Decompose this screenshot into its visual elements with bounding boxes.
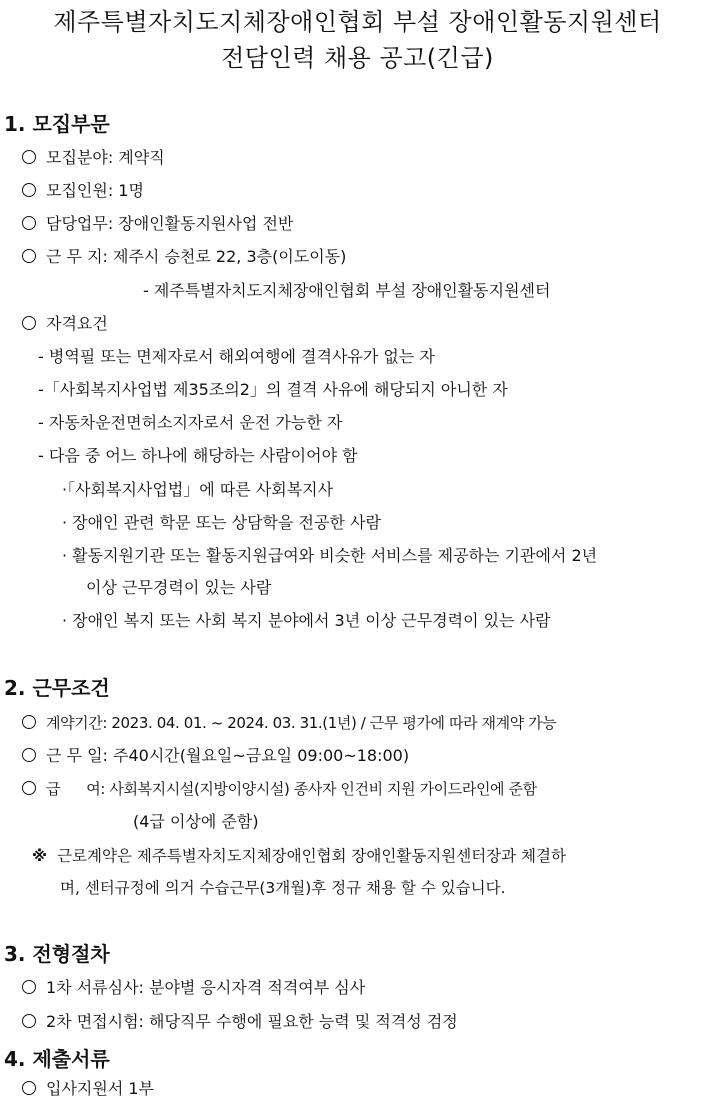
section-heading-conditions: 2. 근무조건 xyxy=(4,676,110,700)
duty-item xyxy=(22,214,293,234)
document-item xyxy=(22,1079,154,1099)
circle-bullet-icon xyxy=(22,249,36,263)
qualification-item xyxy=(22,314,108,334)
location-text: 근 무 지: 제주시 승천로 22, 3층(이도이동) xyxy=(46,247,347,266)
workday-item xyxy=(22,746,409,766)
section-heading-documents: 4. 제출서류 xyxy=(4,1047,110,1071)
document-item-text: 입사지원서 1부 xyxy=(46,1079,155,1098)
recruit-count-item xyxy=(22,181,144,201)
qualification-sub-item: · 장애인 복지 또는 사회 복지 분야에서 3년 이상 근무경력이 있는 사람 xyxy=(62,611,551,630)
circle-bullet-icon xyxy=(22,980,36,994)
qualification-line: - 병역필 또는 면제자로서 해외여행에 결격사유가 없는 자 xyxy=(38,347,435,366)
qualification-line: - 다음 중 어느 하나에 해당하는 사람이어야 함 xyxy=(38,446,358,465)
recruit-field-text: 모집분야: 계약직 xyxy=(46,148,165,167)
circle-bullet-icon xyxy=(22,150,36,164)
qualification-title: 자격요건 xyxy=(46,314,108,333)
document-title-line-1: 제주특별자치도지체장애인협회 부설 장애인활동지원센터 xyxy=(53,8,662,36)
salary-text: 급 여: 사회복지시설(지방이양시설) 종사자 인건비 지원 가이드라인에 준함 xyxy=(46,780,537,798)
document-title-line-2: 전담인력 채용 공고(긴급) xyxy=(221,44,494,72)
selection-step-2 xyxy=(22,1012,458,1032)
salary-detail-text: (4급 이상에 준함) xyxy=(133,812,259,831)
selection-step-1 xyxy=(22,978,365,998)
circle-bullet-icon xyxy=(22,748,36,762)
circle-bullet-icon xyxy=(22,216,36,230)
location-detail-text: - 제주특별자치도지체장애인협회 부설 장애인활동지원센터 xyxy=(143,281,551,300)
employment-note xyxy=(32,846,566,866)
employment-note-line-1: 근로계약은 제주특별자치도지체장애인협회 장애인활동지원센터장과 체결하 xyxy=(57,847,566,865)
qualification-sub-item: · 장애인 관련 학문 또는 상담학을 전공한 사람 xyxy=(62,513,381,532)
selection-step-2-text: 2차 면접시험: 해당직무 수행에 필요한 능력 및 적격성 검정 xyxy=(46,1012,458,1031)
circle-bullet-icon xyxy=(22,183,36,197)
circle-bullet-icon xyxy=(22,781,36,795)
salary-item xyxy=(22,779,537,799)
workday-text: 근 무 일: 주40시간(월요일~금요일 09:00~18:00) xyxy=(46,746,410,765)
contract-period-text: 계약기간: 2023. 04. 01. ~ 2024. 03. 31.(1년) / 근무 평가에 따라 재계약 가능 xyxy=(46,714,557,732)
qualification-sub-item-continued: 이상 근무경력이 있는 사람 xyxy=(86,578,272,597)
duty-text: 담당업무: 장애인활동지원사업 전반 xyxy=(46,214,294,233)
recruit-field-item xyxy=(22,148,165,168)
recruit-count-text: 모집인원: 1명 xyxy=(46,181,144,200)
qualification-sub-item: ·「사회복지사업법」에 따른 사회복지사 xyxy=(62,480,334,499)
section-heading-recruitment: 1. 모집부문 xyxy=(4,112,110,136)
circle-bullet-icon xyxy=(22,1081,36,1095)
circle-bullet-icon xyxy=(22,316,36,330)
location-item xyxy=(22,247,346,267)
contract-period-item xyxy=(22,713,556,733)
qualification-sub-item: · 활동지원기관 또는 활동지원급여와 비슷한 서비스를 제공하는 기관에서 2년 xyxy=(62,546,598,565)
section-heading-selection: 3. 전형절차 xyxy=(4,942,110,966)
employment-note-line-2: 며, 센터규정에 의거 수습근무(3개월)후 정규 채용 할 수 있습니다. xyxy=(60,879,506,897)
selection-step-1-text: 1차 서류심사: 분야별 응시자격 적격여부 심사 xyxy=(46,978,366,997)
circle-bullet-icon xyxy=(22,715,36,729)
circle-bullet-icon xyxy=(22,1014,36,1028)
qualification-line: -「사회복지사업법 제35조의2」의 결격 사유에 해당되지 아니한 자 xyxy=(38,380,508,399)
qualification-line: - 자동차운전면허소지자로서 운전 가능한 자 xyxy=(38,413,343,432)
reference-mark-icon: ※ xyxy=(32,847,48,865)
